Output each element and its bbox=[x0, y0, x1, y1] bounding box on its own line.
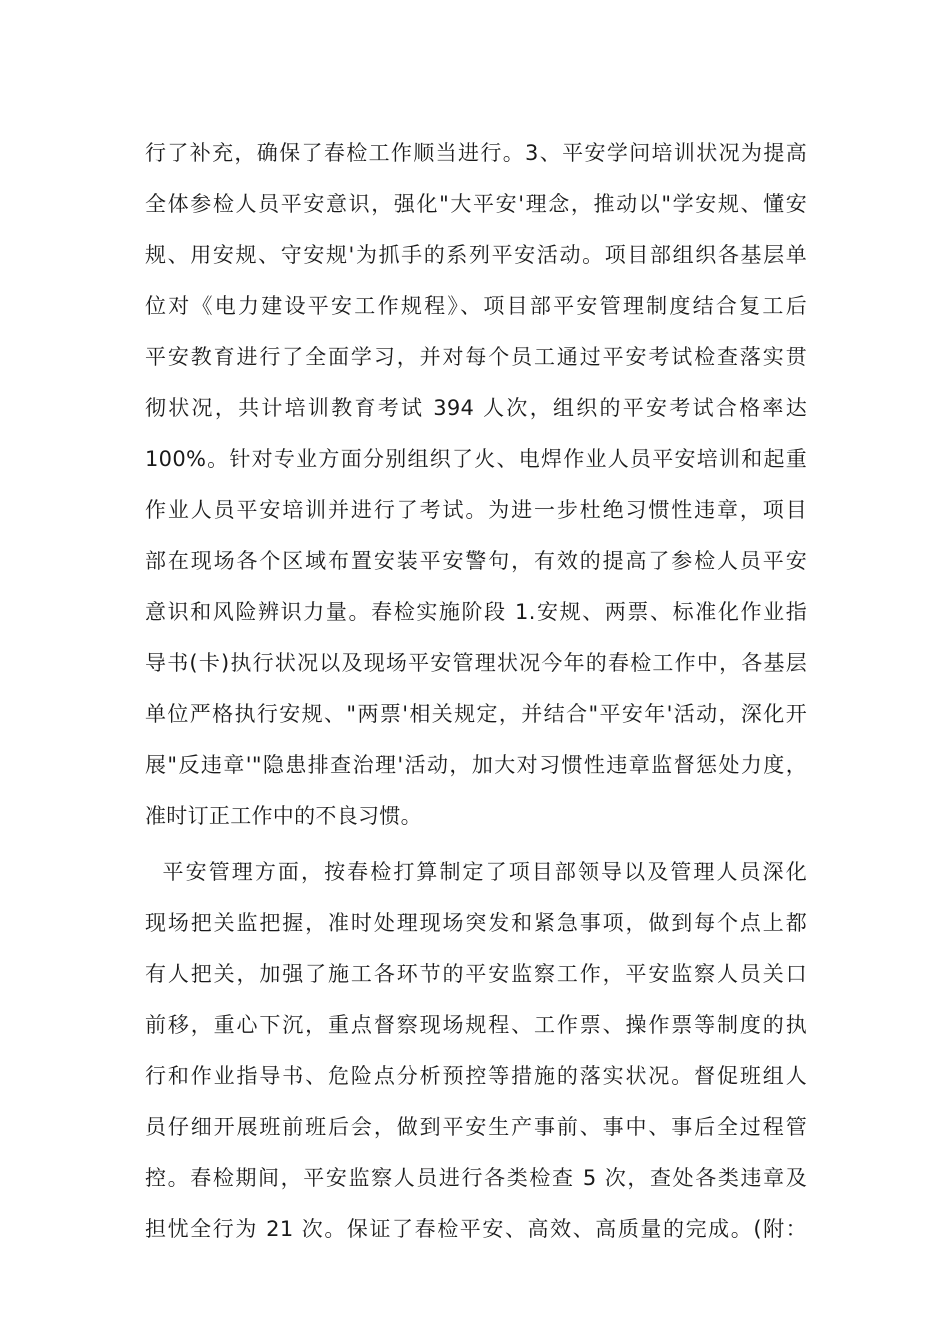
text-line: 有人把关，加强了施工各环节的平安监察工作，平安监察人员关口 bbox=[145, 962, 807, 986]
text-line: 全体参检人员平安意识，强化"大平安'理念，推动以"学安规、懂安 bbox=[145, 192, 807, 216]
document-body bbox=[145, 128, 807, 1255]
text-line: 现场把关监把握，准时处理现场突发和紧急事项，做到每个点上都 bbox=[145, 911, 807, 935]
text-line: 准时订正工作中的不良习惯。 bbox=[145, 804, 422, 828]
text-line: 导书(卡)执行状况以及现场平安管理状况今年的春检工作中，各基层 bbox=[145, 651, 807, 675]
text-line: 员仔细开展班前班后会，做到平安生产事前、事中、事后全过程管 bbox=[145, 1115, 807, 1139]
text-line: 部在现场各个区域布置安装平安警句，有效的提高了参检人员平安 bbox=[145, 549, 807, 573]
text-line: 彻状况，共计培训教育考试 394 人次，组织的平安考试合格率达 bbox=[145, 396, 807, 420]
text-line: 行了补充，确保了春检工作顺当进行。3、平安学问培训状况为提高 bbox=[145, 141, 807, 165]
text-line: 展"反违章'"隐患排查治理'活动，加大对习惯性违章监督惩处力度， bbox=[145, 753, 807, 777]
text-line: 作业人员平安培训并进行了考试。为进一步杜绝习惯性违章，项目 bbox=[145, 498, 807, 522]
text-line: 担忧全行为 21 次。保证了春检平安、高效、高质量的完成。(附： bbox=[145, 1217, 807, 1241]
paragraph-2 bbox=[145, 847, 807, 1255]
text-line: 意识和风险辨识力量。春检实施阶段 1.安规、两票、标准化作业指 bbox=[145, 600, 807, 624]
text-line: 单位严格执行安规、"两票'相关规定，并结合"平安年'活动，深化开 bbox=[145, 702, 807, 726]
paragraph-1 bbox=[145, 128, 807, 842]
text-line: 规、用安规、守安规'为抓手的系列平安活动。项目部组织各基层单 bbox=[145, 243, 807, 267]
text-line: 控。春检期间，平安监察人员进行各类检查 5 次，查处各类违章及 bbox=[145, 1166, 807, 1190]
text-line: 行和作业指导书、危险点分析预控等措施的落实状况。督促班组人 bbox=[145, 1064, 807, 1088]
text-line: 位对《电力建设平安工作规程》、项目部平安管理制度结合复工后 bbox=[145, 294, 807, 318]
text-line: 前移，重心下沉，重点督察现场规程、工作票、操作票等制度的执 bbox=[145, 1013, 807, 1037]
text-line: 100%。针对专业方面分别组织了火、电焊作业人员平安培训和起重 bbox=[145, 447, 807, 471]
text-line: 平安教育进行了全面学习，并对每个员工通过平安考试检查落实贯 bbox=[145, 345, 807, 369]
text-line: 平安管理方面，按春检打算制定了项目部领导以及管理人员深化 bbox=[145, 860, 807, 884]
